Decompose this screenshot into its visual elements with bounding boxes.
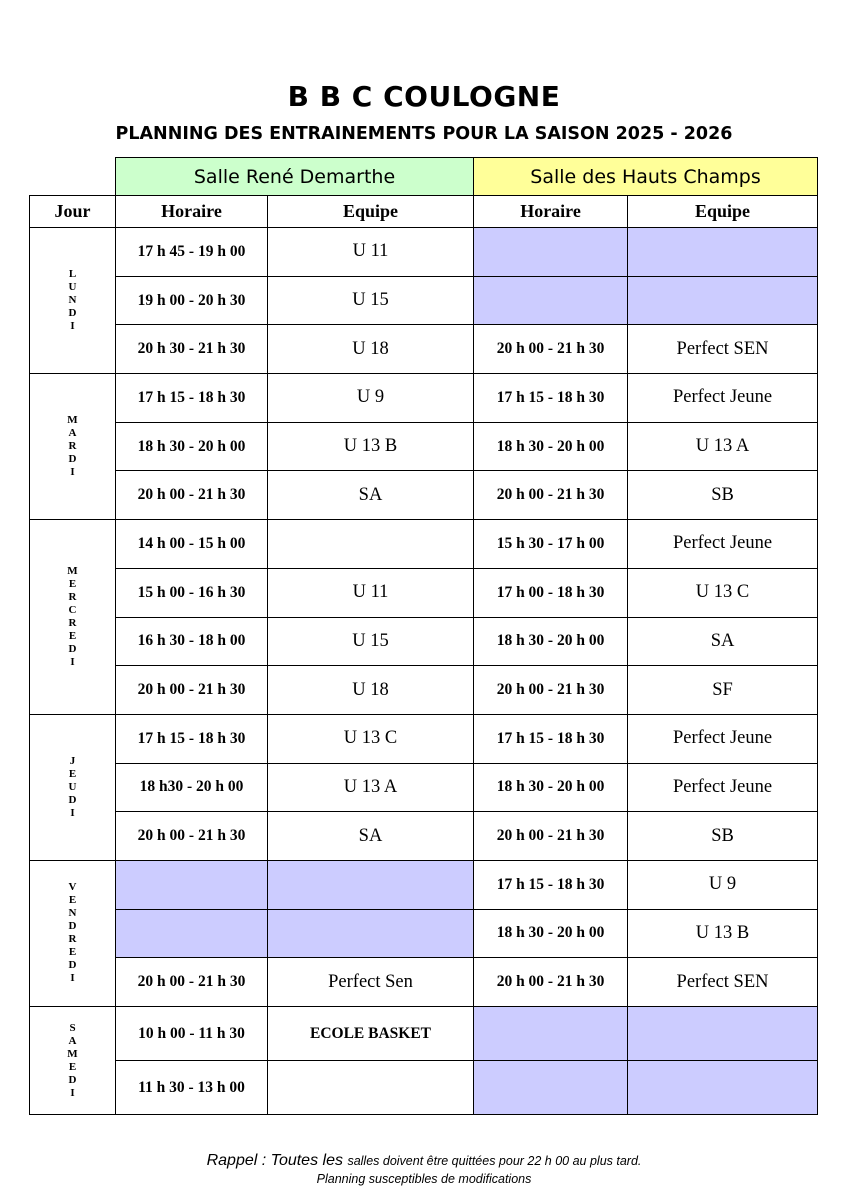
table-row [30,763,818,812]
equipe-cell: SF [628,666,818,715]
column-header-horaire: Horaire [116,196,268,228]
equipe-cell: U 15 [268,276,474,325]
table-row [30,617,818,666]
equipe-cell: U 13 A [628,422,818,471]
horaire-cell: 20 h 00 - 21 h 30 [474,812,628,861]
equipe-cell [268,520,474,569]
footer-note: Planning susceptibles de modifications [316,1172,532,1186]
horaire-cell: 10 h 00 - 11 h 30 [116,1007,268,1061]
horaire-cell [116,909,268,958]
horaire-cell: 17 h 15 - 18 h 30 [474,714,628,763]
equipe-cell [628,1061,818,1115]
horaire-cell: 18 h 30 - 20 h 00 [474,909,628,958]
horaire-cell: 15 h 30 - 17 h 00 [474,520,628,569]
horaire-cell [474,228,628,277]
column-header-horaire: Horaire [474,196,628,228]
equipe-cell: SA [268,471,474,520]
equipe-cell: U 13 A [268,763,474,812]
table-row [30,812,818,861]
equipe-cell: U 18 [268,325,474,374]
horaire-cell: 17 h 15 - 18 h 30 [116,374,268,423]
equipe-cell: Perfect SEN [628,958,818,1007]
table-row [30,568,818,617]
column-header-equipe: Equipe [628,196,818,228]
page-subtitle: PLANNING DES ENTRAINEMENTS POUR LA SAISON 2025 - 2026 [115,124,733,144]
table-row [30,520,818,569]
day-cell: M E R C R E D I [30,520,116,715]
horaire-cell: 11 h 30 - 13 h 00 [116,1061,268,1115]
equipe-cell: ECOLE BASKET [268,1007,474,1061]
footer-reminder [0,1152,848,1170]
horaire-cell [116,860,268,909]
horaire-cell [474,276,628,325]
schedule-body [30,228,818,1115]
equipe-cell: Perfect Sen [268,958,474,1007]
salle-header-rene-demarthe: Salle René Demarthe [116,158,474,196]
day-cell: J E U D I [30,714,116,860]
horaire-cell: 20 h 30 - 21 h 30 [116,325,268,374]
equipe-cell: U 11 [268,568,474,617]
table-row [30,860,818,909]
table-row [30,1007,818,1061]
horaire-cell: 17 h 15 - 18 h 30 [474,860,628,909]
table-row [30,276,818,325]
table-row [30,1061,818,1115]
table-row [30,909,818,958]
equipe-cell: U 13 C [268,714,474,763]
equipe-cell [628,1007,818,1061]
equipe-cell: U 13 C [628,568,818,617]
horaire-cell: 19 h 00 - 20 h 30 [116,276,268,325]
equipe-cell [628,228,818,277]
horaire-cell: 16 h 30 - 18 h 00 [116,617,268,666]
table-row [30,422,818,471]
horaire-cell: 20 h 00 - 21 h 30 [116,666,268,715]
equipe-cell: Perfect Jeune [628,374,818,423]
equipe-cell: Perfect SEN [628,325,818,374]
horaire-cell: 20 h 00 - 21 h 30 [116,471,268,520]
day-cell: M A R D I [30,374,116,520]
table-row [30,958,818,1007]
equipe-cell [268,909,474,958]
empty-corner-cell [30,158,116,196]
equipe-cell: Perfect Jeune [628,520,818,569]
table-row [30,325,818,374]
horaire-cell: 20 h 00 - 21 h 30 [474,471,628,520]
horaire-cell: 18 h 30 - 20 h 00 [116,422,268,471]
equipe-cell: U 15 [268,617,474,666]
horaire-cell: 20 h 00 - 21 h 30 [116,958,268,1007]
equipe-cell: U 13 B [628,909,818,958]
horaire-cell: 20 h 00 - 21 h 30 [474,666,628,715]
horaire-cell: 18 h 30 - 20 h 00 [474,617,628,666]
table-row [30,228,818,277]
equipe-cell [268,1061,474,1115]
table-row [30,714,818,763]
equipe-cell: U 13 B [268,422,474,471]
equipe-cell: SB [628,471,818,520]
equipe-cell: Perfect Jeune [628,763,818,812]
horaire-cell: 18 h 30 - 20 h 00 [474,763,628,812]
page-title: B B C COULOGNE [287,80,561,113]
horaire-cell [474,1061,628,1115]
equipe-cell: U 9 [268,374,474,423]
horaire-cell: 20 h 00 - 21 h 30 [474,325,628,374]
horaire-cell: 17 h 15 - 18 h 30 [474,374,628,423]
horaire-cell: 20 h 00 - 21 h 30 [474,958,628,1007]
horaire-cell: 18 h 30 - 20 h 00 [474,422,628,471]
horaire-cell: 20 h 00 - 21 h 30 [116,812,268,861]
salle-header-hauts-champs: Salle des Hauts Champs [474,158,818,196]
horaire-cell: 15 h 00 - 16 h 30 [116,568,268,617]
table-row [30,471,818,520]
column-header-jour: Jour [30,196,116,228]
horaire-cell [474,1007,628,1061]
horaire-cell: 17 h 00 - 18 h 30 [474,568,628,617]
equipe-cell: U 18 [268,666,474,715]
equipe-cell [268,860,474,909]
day-cell: S A M E D I [30,1007,116,1115]
equipe-cell: U 9 [628,860,818,909]
horaire-cell: 17 h 15 - 18 h 30 [116,714,268,763]
equipe-cell: SA [268,812,474,861]
equipe-cell: SB [628,812,818,861]
day-cell: L U N D I [30,228,116,374]
table-row [30,374,818,423]
equipe-cell [628,276,818,325]
column-header-equipe: Equipe [268,196,474,228]
horaire-cell: 17 h 45 - 19 h 00 [116,228,268,277]
horaire-cell: 18 h30 - 20 h 00 [116,763,268,812]
table-row [30,666,818,715]
equipe-cell: Perfect Jeune [628,714,818,763]
day-cell: V E N D R E D I [30,860,116,1006]
footer-reminder-rest: salles doivent être quittées pour 22 h 00 au plus tard. [347,1154,642,1168]
schedule-table [29,157,818,1115]
footer-reminder-lead: Rappel : Toutes les [206,1152,343,1169]
equipe-cell: SA [628,617,818,666]
horaire-cell: 14 h 00 - 15 h 00 [116,520,268,569]
equipe-cell: U 11 [268,228,474,277]
